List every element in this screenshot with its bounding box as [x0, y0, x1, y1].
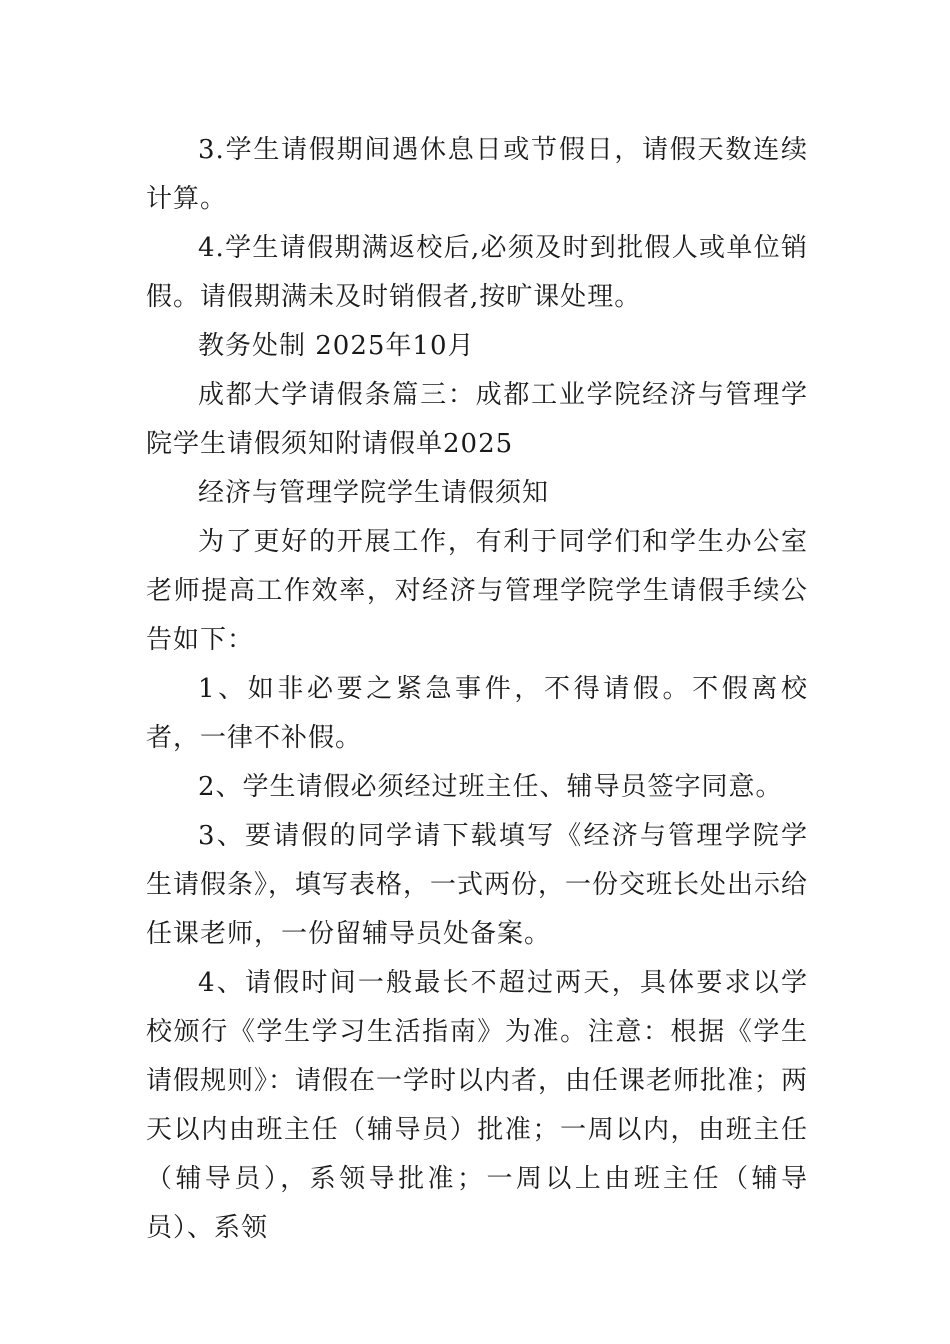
- paragraph-issuer-date: 教务处制 2025年10月: [198, 331, 475, 361]
- paragraph-return-cancel-leave: 4.学生请假期满返校后,必须及时到批假人或单位销假。请假期满未及时销假者,按旷课处理。: [146, 233, 808, 312]
- paragraph-rule-3: 3、要请假的同学请下载填写《经济与管理学院学生请假条》，填写表格，一式两份，一份交班长处出示给任课老师，一份留辅导员处备案。: [146, 821, 809, 949]
- document-body: [146, 126, 808, 1253]
- paragraph-section-title: 成都大学请假条篇三：成都工业学院经济与管理学院学生请假须知附请假单2025: [146, 380, 808, 459]
- paragraph-rule-4: 4、请假时间一般最长不超过两天，具体要求以学校颁行《学生学习生活指南》为准。注意：根据《学生请假规则》：请假在一学时以内者，由任课老师批准；两天以内由班主任（辅导员）批准；一周以内，由班主任（辅导员），系领导批准；一周以上由班主任（辅导员）、系领: [146, 968, 809, 1243]
- paragraph-rule-1: 1、如非必要之紧急事件，不得请假。不假离校者，一律不补假。: [146, 674, 808, 753]
- paragraph-leave-holiday-rule: 3.学生请假期间遇休息日或节假日，请假天数连续计算。: [146, 135, 808, 214]
- paragraph-rule-2: 2、学生请假必须经过班主任、辅导员签字同意。: [198, 772, 783, 802]
- paragraph-notice-intro: 为了更好的开展工作，有利于同学们和学生办公室老师提高工作效率，对经济与管理学院学生请假手续公告如下：: [146, 527, 808, 655]
- paragraph-notice-heading: 经济与管理学院学生请假须知: [198, 478, 550, 508]
